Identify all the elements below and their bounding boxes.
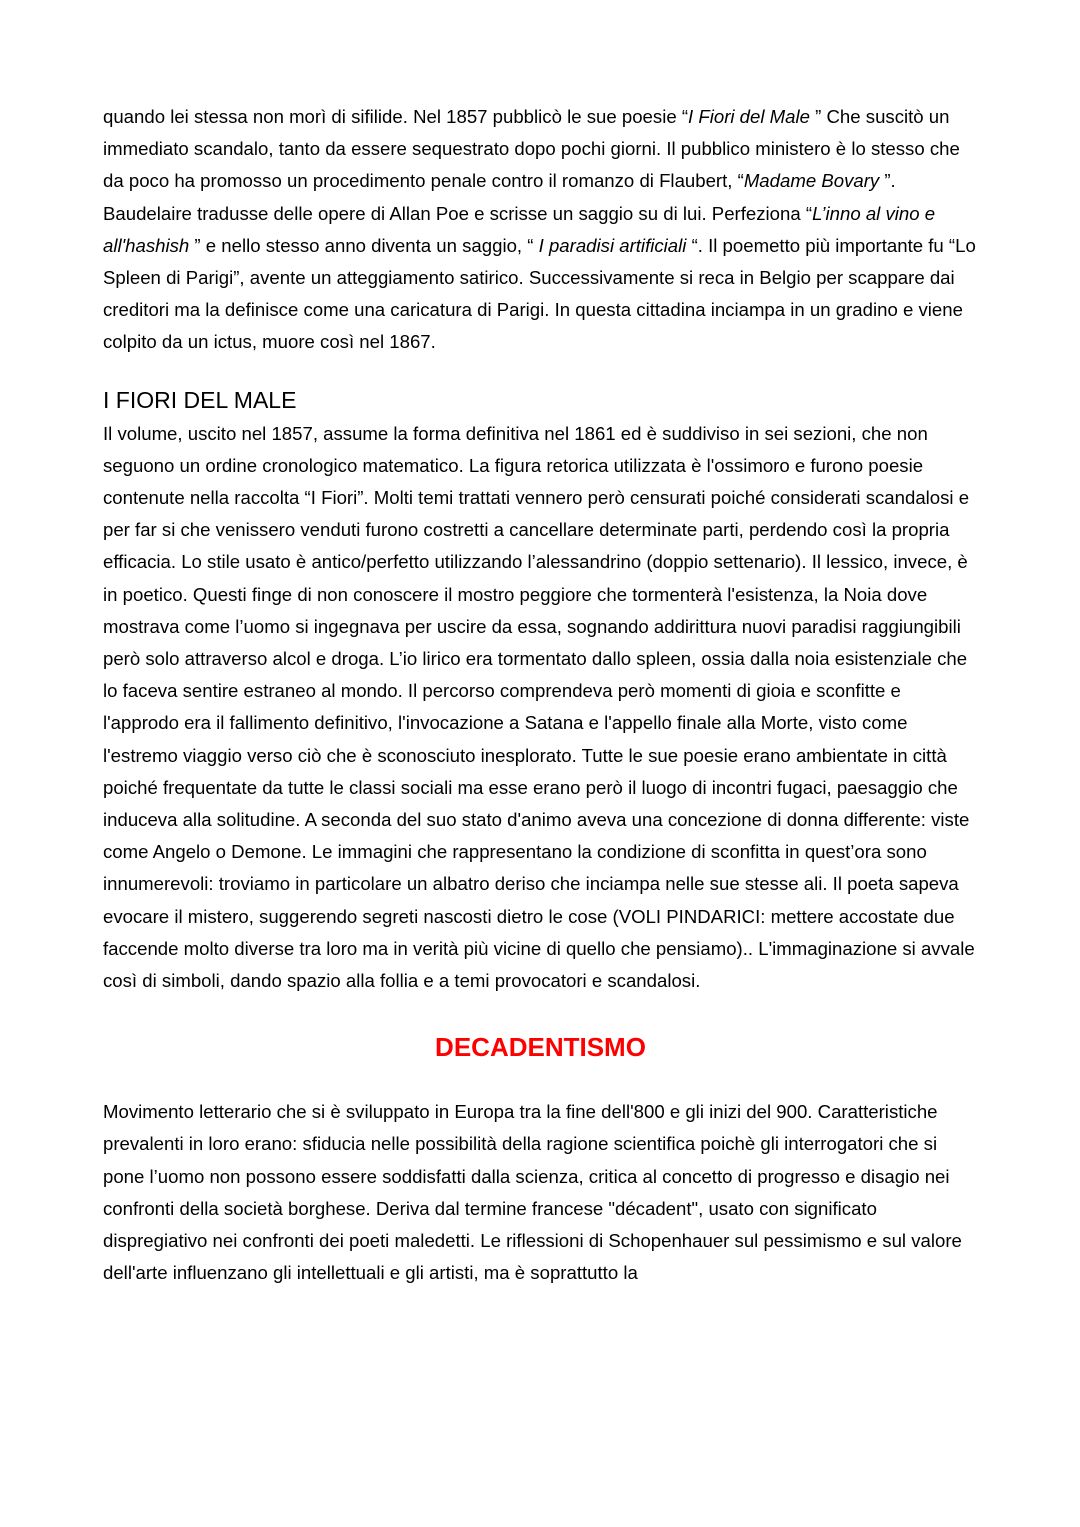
intro-text-1: quando lei stessa non morì di sifilide. Nel 1857 pubblicò le sue poesie “	[103, 106, 689, 127]
intro-paragraph	[103, 101, 978, 359]
title-i-fiori-del-male: I Fiori del Male	[688, 106, 810, 127]
fiori-del-male-heading: I FIORI DEL MALE	[103, 386, 297, 413]
fiori-del-male-paragraph: Il volume, uscito nel 1857, assume la forma definitiva nel 1861 ed è suddiviso in sei sezioni, che non seguono un ordine cronologico matematico. La figura retorica utilizzata è l'ossimoro e furono poesie contenute nella raccolta “I Fiori”. Molti temi trattati vennero però censurati poiché considerati scandalosi e per far si che venissero venduti furono costretti a cancellare determinate parti, perdendo così la propria efficacia. Lo stile usato è antico/perfetto utilizzando l’alessandrino (doppio settenario). Il lessico, invece, è in poetico. Questi finge di non conoscere il mostro peggiore che tormenterà l'esistenza, la Noia dove mostrava come l’uomo si ingegnava per uscire da essa, sognando addirittura nuovi paradisi raggiungibili però solo attraverso alcol e droga. L’io lirico era tormentato dallo spleen, ossia dalla noia esistenziale che lo faceva sentire estraneo al mondo. Il percorso comprendeva però momenti di gioia e sconfitte e l'approdo era il fallimento definitivo, l'invocazione a Satana e l'appello finale alla Morte, visto come l'estremo viaggio verso ciò che è sconosciuto inesplorato. Tutte le sue poesie erano ambientate in città poiché frequentate da tutte le classi sociali ma esse erano però il luogo di incontri fugaci, paesaggio che induceva alla solitudine. A seconda del suo stato d'animo aveva una concezione di donna differente: viste come Angelo o Demone. Le immagini che rappresentano la condizione di sconfitta in quest’ora sono innumerevoli: troviamo in particolare un albatro deriso che inciampa nelle sue stesse ali. Il poeta sapeva evocare il mistero, suggerendo segreti nascosti dietro le cose (VOLI PINDARICI: mettere accostate due faccende molto diverse tra loro ma in verità più vicine di quello che pensiamo).. L'immaginazione si avvale così di simboli, dando spazio alla follia e a temi provocatori e scandalosi.	[103, 422, 975, 992]
document-page	[103, 101, 978, 1290]
title-madame-bovary: Madame Bovary	[743, 170, 880, 192]
title-inno-al-vino: L’inno al vino e all'hashish	[103, 202, 936, 256]
decadentismo-heading: DECADENTISMO	[435, 1032, 646, 1063]
intro-text-3: ”. Baudelaire tradusse delle opere di Allan Poe e scrisse un saggio su di lui. Perfeziona “	[103, 170, 896, 224]
intro-text-4: ” e nello stesso anno diventa un saggio, “	[189, 234, 539, 256]
title-paradisi-artificiali: I paradisi artificiali	[538, 234, 687, 256]
intro-text-2: ” Che suscitò un immediato scandalo, tanto da essere sequestrato dopo pochi giorni. Il pubblico ministero è lo stesso che da poco ha promosso un procedimento penale contro il romanzo di Flaubert, “	[103, 106, 960, 192]
intro-text-5: “. Il poemetto più importante fu “Lo Spleen di Parigi”, avente un atteggiamento satirico. Successivamente si reca in Belgio per scappare dai creditori ma la definisce come una caricatura di Parigi. In questa cittadina inciampa in un gradino e viene colpito da un ictus, muore così nel 1867.	[103, 234, 976, 353]
decadentismo-paragraph: Movimento letterario che si è sviluppato in Europa tra la fine dell'800 e gli inizi del 900. Caratteristiche prevalenti in loro erano: sfiducia nelle possibilità della ragione scientifica poichè gli interrogatori che si pone l’uomo non possono essere soddisfatti dalla scienza, critica al concetto di progresso e disagio nei confronti della società borghese. Deriva dal termine francese "décadent", usato con significato dispregiativo nei confronti dei poeti maledetti. Le riflessioni di Schopenhauer sul pessimismo e sul valore dell'arte influenzano gli intellettuali e gli artisti, ma è soprattutto la	[103, 1101, 962, 1284]
